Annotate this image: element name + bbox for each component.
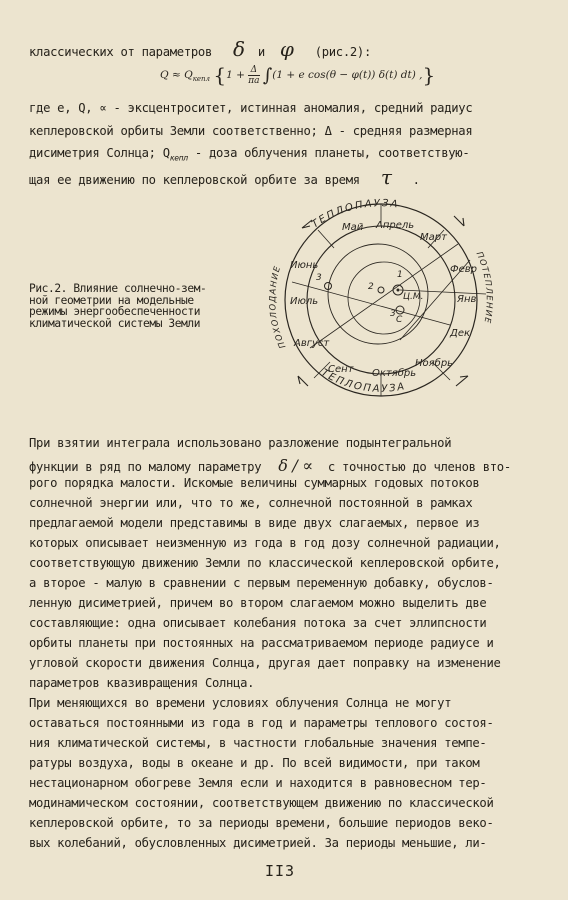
phi-symbol: φ: [279, 37, 294, 61]
small-parameter: δ / ∝: [278, 456, 313, 475]
body-line: соответствующую движению Земли по классической кеплеровской орбите,: [29, 556, 501, 570]
line-text: дисиметрия Солнца; Q: [29, 146, 170, 160]
arc-label-top: ТЕПЛОПАУЗА: [309, 198, 401, 231]
integral-sign: ∫: [262, 65, 273, 86]
line-text: классических от параметров: [29, 45, 212, 59]
caption-line: режимы энергообеспеченности: [29, 305, 201, 319]
line-text: - доза облучения планеты, соответствую-: [194, 146, 470, 160]
month-label: Ноябрь: [415, 358, 454, 369]
fraction-denominator: πa: [248, 75, 260, 86]
formula-brace-open: {: [213, 63, 227, 87]
body-line: [29, 456, 511, 475]
conj-word: и: [257, 45, 265, 59]
month-label: Февр: [450, 264, 478, 275]
text-line-where-3: [29, 146, 469, 162]
text-line-where-2: кеплеровской орбиты Земли соответственно; Δ - средняя размерная: [29, 124, 473, 138]
text-line-1: [29, 37, 371, 61]
arc-label-right: ПОТЕПЛЕНИЕ: [473, 250, 494, 325]
position-number: 1: [397, 270, 403, 280]
body-line: орбиты планеты при постоянных на рассматриваемом периоде радиусе и: [29, 636, 494, 650]
body-line: угловой скорости движения Солнца, другая дает поправку на изменение: [29, 656, 501, 670]
delta-symbol: δ: [233, 37, 245, 61]
month-circle: [307, 226, 455, 374]
body-line: рого порядка малости. Искомые величины суммарных годовых потоков: [29, 476, 480, 490]
arc-label-bottom: ТЕПЛОПАУЗА: [319, 367, 408, 395]
figure-ref: (рис.2):: [314, 45, 371, 59]
month-label: Май: [342, 222, 364, 233]
body-line: нестационарном обогреве Земля если и находится в равновесном тер-: [29, 776, 487, 790]
caption-line: ной геометрии на модельные: [29, 293, 194, 307]
body-line: ленную дисиметрией, причем во втором слагаемом можно выделить две: [29, 596, 487, 610]
body-line: составляющие: одна описывает колебания потока за счет эллипсности: [29, 616, 487, 630]
text-line-where-1: где e, Q, ∝ - эксцентроситет, истинная аномалия, средний радиус: [29, 101, 473, 115]
formula-lhs: Q ≈ Q: [160, 69, 193, 81]
body-line: предлагаемой модели представимы в виде двух слагаемых, первое из: [29, 516, 480, 530]
month-label: Сент: [328, 364, 354, 375]
caption-line: климатической системы Земли: [29, 316, 201, 330]
formula-sub: кепл: [192, 75, 210, 84]
month-label: Дек: [450, 328, 471, 339]
month-label: Июль: [290, 296, 319, 307]
body-line: кеплеровской орбите, то за периоды времени, большие периодов веко-: [29, 816, 494, 830]
fraction-numerator: Δ: [248, 65, 259, 76]
formula-integrand: (1 + e cos(θ − φ(t)) δ(t) dt) ,: [272, 69, 423, 81]
body-line: ратуры воздуха, воды в океане и др. По всей видимости, при таком: [29, 756, 480, 770]
tau-symbol: τ: [380, 165, 392, 189]
body-line: ния климатической системы, в частности глобальные значения темпе-: [29, 736, 487, 750]
body-line: При меняющихся во времени условиях облучения Солнца не могут: [29, 696, 452, 710]
line-text: с точностью до членов вто-: [327, 460, 511, 474]
body-line: а второе - малую в сравнении с первым переменную добавку, обуслов-: [29, 576, 494, 590]
position-number: 3: [390, 309, 396, 319]
formula-fraction: [248, 65, 259, 86]
body-line: При взятии интеграла использовано разложение подынтегральной: [29, 436, 452, 450]
figure-caption: [29, 283, 206, 329]
position-2: [378, 287, 384, 293]
body-line: параметров квазивращения Солнца.: [29, 676, 255, 690]
formula: $Q \approx Q_{кепл}$ {1 + $\frac{\Delta}{\pi a}$ ∫(1 + e cos(θ − φ(t)) δ(t) dt) ,}: [160, 63, 436, 87]
body-line: модинамическом состоянии, соответствующем движению по классической: [29, 796, 494, 810]
position-number: 2: [368, 282, 374, 292]
orbit-diagram: [250, 190, 512, 402]
line-text: щая ее движению по кеплеровской орбите за время: [29, 173, 360, 187]
month-label: Октябрь: [372, 368, 417, 379]
arc-label-left: ПОХОЛОДАНИЕ: [268, 264, 289, 350]
month-label: Август: [294, 338, 330, 349]
month-label: Март: [420, 232, 447, 243]
c-label: C: [396, 315, 403, 325]
body-line: солнечной энергии или, что то же, солнечной постоянной в рамках: [29, 496, 473, 510]
sun-dot: [397, 289, 400, 292]
period: .: [412, 173, 420, 187]
c-marker: [396, 306, 404, 314]
body-line: вых колебаний, обусловленных дисиметрией. За периоды меньшие, ли-: [29, 836, 487, 850]
body-line: оставаться постоянными из года в год и параметры теплового состоя-: [29, 716, 494, 730]
body-line: которых описывает неизменную из года в год дозу солнечной радиации,: [29, 536, 501, 550]
q-subscript: кепл: [169, 153, 188, 163]
caption-line: Рис.2. Влияние солнечно-зем-: [29, 282, 207, 295]
position-number: 3: [316, 273, 322, 283]
text-line-where-4: [29, 165, 420, 189]
month-label: Апрель: [376, 220, 415, 231]
formula-brace-close: }: [422, 63, 436, 87]
line-text: функции в ряд по малому параметру: [29, 460, 262, 474]
month-label: Янв: [457, 294, 477, 305]
center-label: Ц.М.: [403, 292, 424, 302]
month-label: Июнь: [290, 260, 319, 271]
page-number: II3: [265, 862, 296, 880]
